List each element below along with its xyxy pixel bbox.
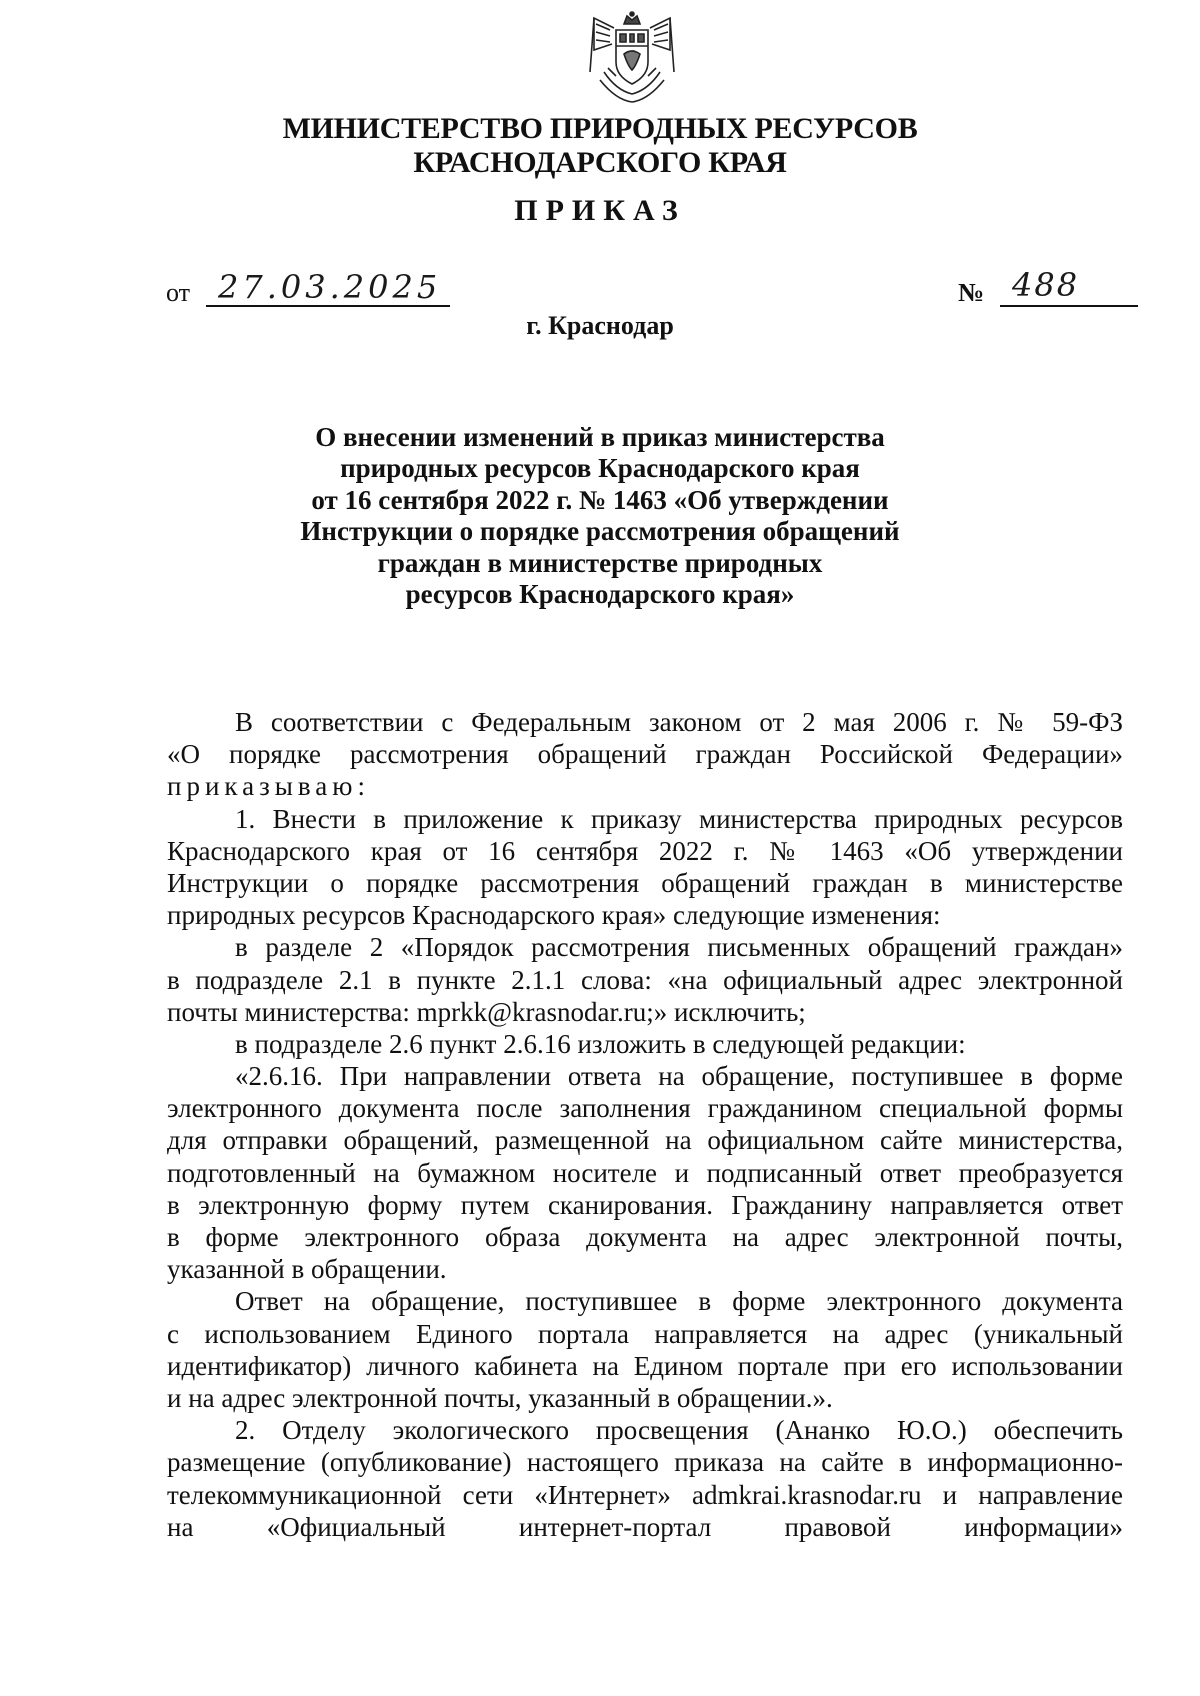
body-line: и на адрес электронной почты, указанный в обращении.». <box>167 1382 833 1413</box>
body-line: в разделе 2 «Порядок рассмотрения письменных обращений граждан» <box>235 932 1123 963</box>
body-line: «О порядке рассмотрения обращений граждан Российской Федерации» <box>167 739 1123 770</box>
body-line: в форме электронного образа документа на адрес электронной почты, <box>167 1222 1123 1252</box>
krasnodar-krai-coat-of-arms-icon <box>586 10 678 106</box>
body-line: подготовленный на бумажном носителе и подписанный ответ преобразуется <box>167 1157 1123 1188</box>
body-line: в электронную форму путем сканирования. Гражданину направляется ответ <box>167 1189 1123 1220</box>
body-line: идентификатор) личного кабинета на Едином портале при его использовании <box>167 1350 1123 1381</box>
title-line: от 16 сентября 2022 г. № 1463 «Об утверждении <box>311 484 889 515</box>
order-title <box>300 422 900 610</box>
body-line: на «Официальный интернет-портал правовой информации» <box>167 1511 1123 1542</box>
handwritten-number: 488 <box>1012 266 1080 304</box>
title-line: О внесении изменений в приказ министерства <box>315 422 885 452</box>
body-line: в подразделе 2.1 в пункте 2.1.1 слова: «на официальный адрес электронной <box>167 964 1123 995</box>
title-line: природных ресурсов Краснодарского края <box>340 453 860 484</box>
body-line: размещение (опубликование) настоящего приказа на сайте в информационно- <box>167 1447 1123 1478</box>
title-line: граждан в министерстве природных <box>377 547 823 578</box>
handwritten-date: 27.03.2025 <box>218 268 442 306</box>
body-line: В соответствии с Федеральным законом от 2 мая 2006 г. № 59-ФЗ <box>235 707 1123 737</box>
body-line: 1. Внести в приложение к приказу министерства природных ресурсов <box>235 803 1123 834</box>
body-line: почты министерства: mprkk@krasnodar.ru;» исключить; <box>167 996 806 1027</box>
date-label: от <box>166 278 191 307</box>
body-line: телекоммуникационной сети «Интернет» admkrai.krasnodar.ru и направление <box>167 1479 1123 1510</box>
date-underline <box>206 305 450 307</box>
body-line: указанной в обращении. <box>167 1254 447 1285</box>
city-of-issue: г. Краснодар <box>526 311 674 340</box>
body-line: электронного документа после заполнения гражданином специальной формы <box>167 1093 1123 1124</box>
body-line: приказываю: <box>167 771 370 802</box>
body-line: Инструкции о порядке рассмотрения обращений граждан в министерстве <box>167 867 1123 898</box>
ministry-name-line-1: МИНИСТЕРСТВО ПРИРОДНЫХ РЕСУРСОВ <box>282 112 918 145</box>
document-type-heading: ПРИКАЗ <box>514 194 686 227</box>
title-line: ресурсов Краснодарского края» <box>405 579 795 610</box>
number-label: № <box>958 278 985 307</box>
body-line: для отправки обращений, размещенной на официальном сайте министерства, <box>167 1125 1123 1156</box>
number-underline <box>1000 305 1138 307</box>
body-line: 2. Отделу экологического просвещения (Ананко Ю.О.) обеспечить <box>235 1415 1123 1446</box>
body-line: Ответ на обращение, поступившее в форме электронного документа <box>235 1286 1123 1317</box>
title-line: Инструкции о порядке рассмотрения обращений <box>300 516 900 547</box>
order-body-text <box>167 706 1123 1543</box>
body-line: «2.6.16. При направлении ответа на обращение, поступившее в форме <box>235 1061 1123 1092</box>
ministry-name-line-2: КРАСНОДАРСКОГО КРАЯ <box>413 146 787 179</box>
body-line: природных ресурсов Краснодарского края» следующие изменения: <box>167 900 941 931</box>
body-line: в подразделе 2.6 пункт 2.6.16 изложить в следующей редакции: <box>235 1028 966 1059</box>
body-line: с использованием Единого портала направляется на адрес (уникальный <box>167 1318 1123 1349</box>
body-line: Краснодарского края от 16 сентября 2022 г. № 1463 «Об утверждении <box>167 835 1123 866</box>
